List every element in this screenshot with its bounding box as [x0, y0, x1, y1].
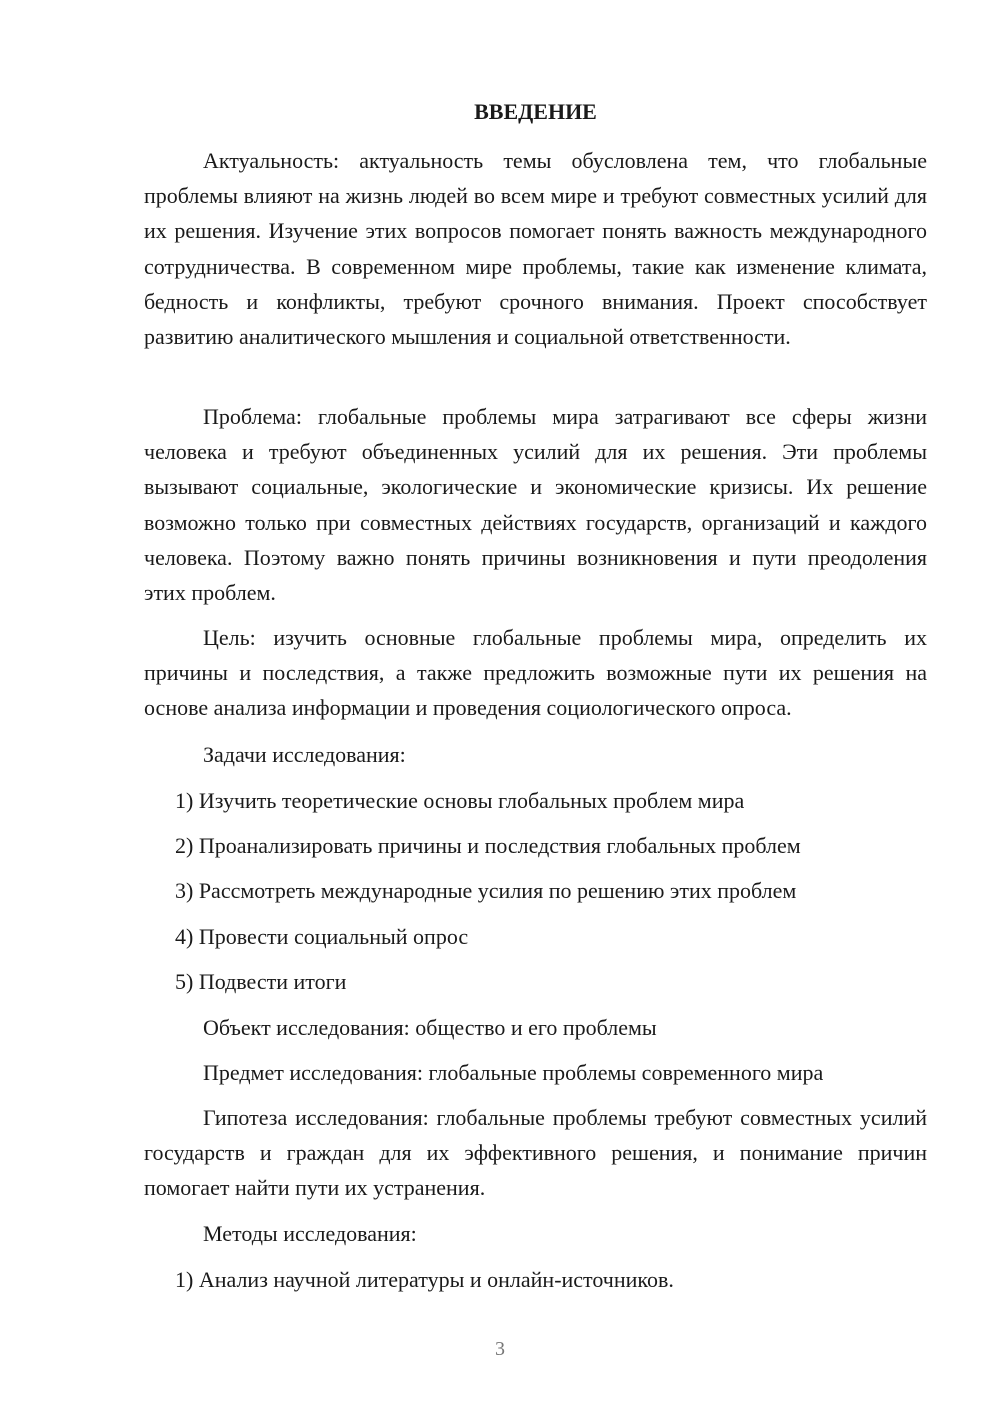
hypothesis-paragraph: Гипотеза исследования: глобальные проблемы требуют совместных усилий государств и граждан для их эффективного решения, и понимание причин помогает найти пути их устранения. — [144, 1105, 927, 1201]
task-item: 1) Изучить теоретические основы глобальных проблем мира — [175, 788, 745, 813]
task-item: 4) Провести социальный опрос — [175, 924, 469, 949]
task-item: 5) Подвести итоги — [175, 969, 347, 994]
methods-heading: Методы исследования: — [203, 1221, 417, 1246]
task-item: 2) Проанализировать причины и последствия глобальных проблем — [175, 833, 801, 858]
method-item: 1) Анализ научной литературы и онлайн-источников. — [175, 1267, 674, 1292]
relevance-paragraph: Актуальность: актуальность темы обусловлена тем, что глобальные проблемы влияют на жизнь людей во всем мире и требуют совместных усилий для их решения. Изучение этих вопросов помогает понять важность международного сотрудничества. В современном мире проблемы, такие как изменение климата, бедность и конфликты, требуют срочного внимания. Проект способствует развитию аналитического мышления и социальной ответственности. — [144, 148, 927, 350]
tasks-heading: Задачи исследования: — [203, 742, 406, 767]
subject-line: Предмет исследования: глобальные проблемы современного мира — [203, 1060, 824, 1085]
task-item: 3) Рассмотреть международные усилия по решению этих проблем — [175, 878, 797, 903]
problem-paragraph: Проблема: глобальные проблемы мира затрагивают все сферы жизни человека и требуют объединенных усилий для их решения. Эти проблемы вызывают социальные, экологические и экономические кризисы. Их решение возможно только при совместных действиях государств, организаций и каждого человека. Поэтому важно понять причины возникновения и пути преодоления этих проблем. — [144, 404, 927, 606]
page-title: ВВЕДЕНИЕ — [474, 99, 597, 124]
object-line: Объект исследования: общество и его проблемы — [203, 1015, 657, 1040]
page-number: 3 — [495, 1338, 505, 1360]
goal-paragraph: Цель: изучить основные глобальные проблемы мира, определить их причины и последствия, а также предложить возможные пути их решения на основе анализа информации и проведения социологического опроса. — [144, 625, 927, 721]
